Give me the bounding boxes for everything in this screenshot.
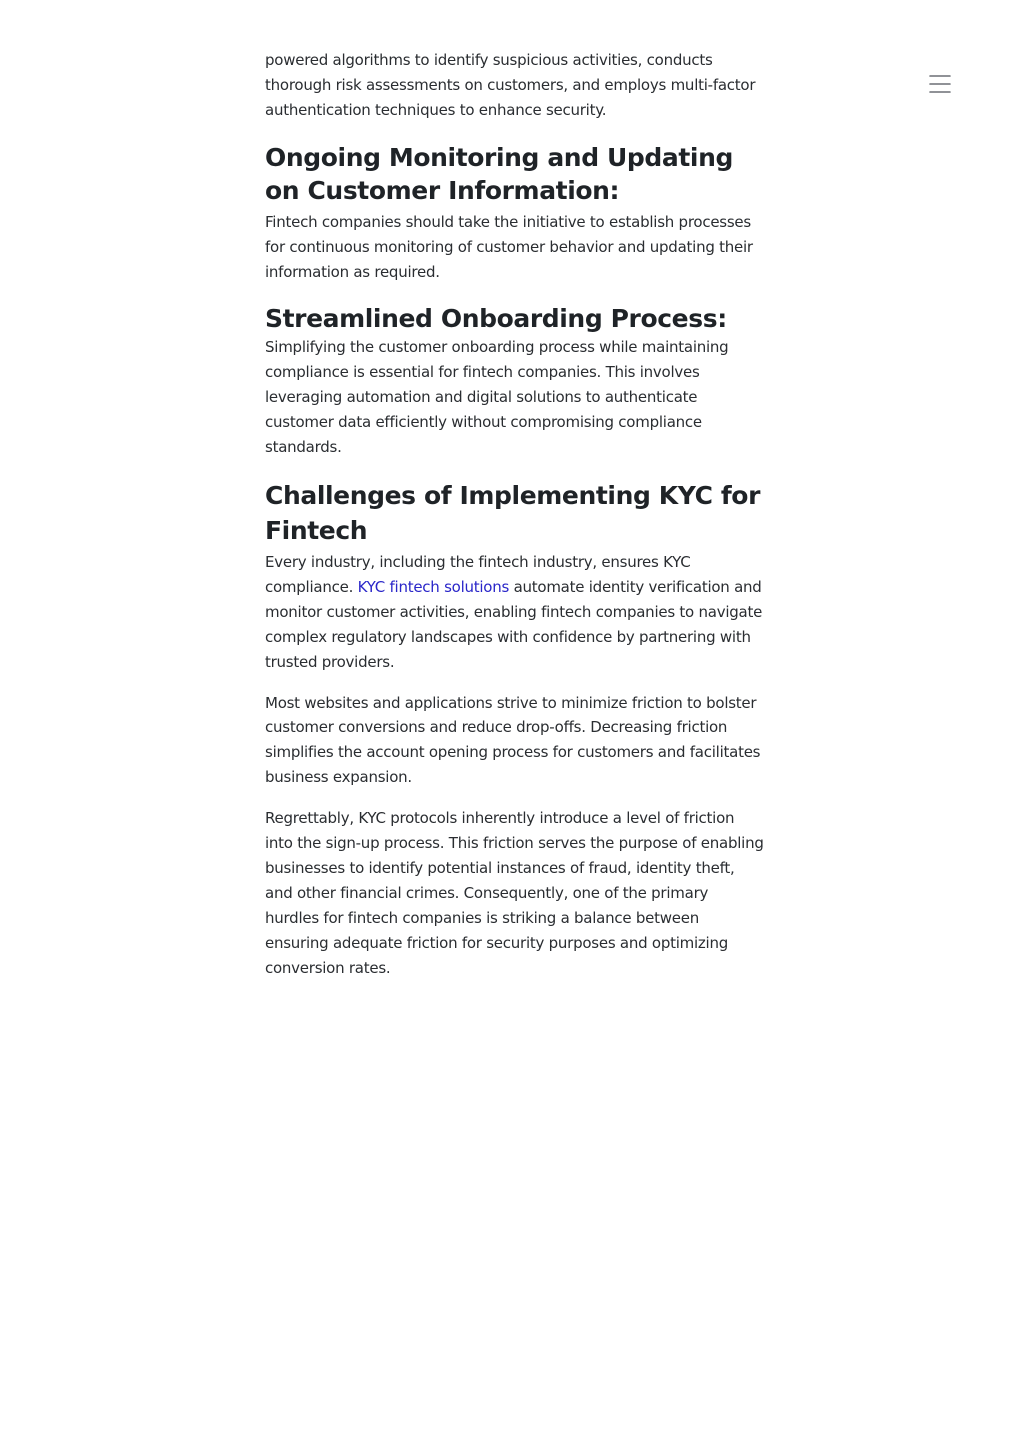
ongoing-monitoring-paragraph: Fintech companies should take the initiative to establish processes for continuous monitoring of customer behavior and updating their information as required.: [265, 212, 753, 281]
kyc-fintech-solutions-link[interactable]: KYC fintech solutions: [357, 577, 510, 596]
challenges-p1-text-before: Every industry, including the fintech industry, ensures KYC compliance.: [265, 552, 691, 596]
article-body: [265, 48, 765, 980]
streamlined-onboarding-heading: Streamlined Onboarding Process:: [265, 304, 727, 334]
hamburger-menu-icon: [928, 72, 952, 94]
streamlined-onboarding-paragraph: Simplifying the customer onboarding process while maintaining compliance is essential for fintech companies. This involves leveraging automation and digital solutions to authenticate customer data efficiently without compromising compliance standards.: [265, 338, 729, 457]
challenges-p1-text-after: automate identity verification and monitor customer activities, enabling fintech companies to navigate complex regulatory landscapes with confidence by partnering with trusted providers.: [265, 577, 763, 671]
challenges-heading: Challenges of Implementing KYC for Fintech: [265, 480, 761, 545]
ongoing-monitoring-heading: Ongoing Monitoring and Updating on Customer Information:: [265, 142, 733, 205]
challenges-paragraph-3: Regrettably, KYC protocols inherently introduce a level of friction into the sign-up process. This friction serves the purpose of enabling businesses to identify potential instances of fraud, identity theft, and other financial crimes. Consequently, one of the primary hurdles for fintech companies is striking a balance between ensuring adequate friction for security purposes and optimizing conversion rates.: [265, 809, 764, 977]
intro-paragraph: powered algorithms to identify suspicious activities, conducts thorough risk assessments on customers, and employs multi-factor authentication techniques to enhance security.: [265, 51, 756, 119]
challenges-paragraph-2: Most websites and applications strive to minimize friction to bolster customer conversions and reduce drop-offs. Decreasing friction simplifies the account opening process for customers and facilitates business expansion.: [265, 693, 761, 787]
menu-button[interactable]: [928, 72, 952, 94]
challenges-paragraph-1: [265, 550, 765, 675]
